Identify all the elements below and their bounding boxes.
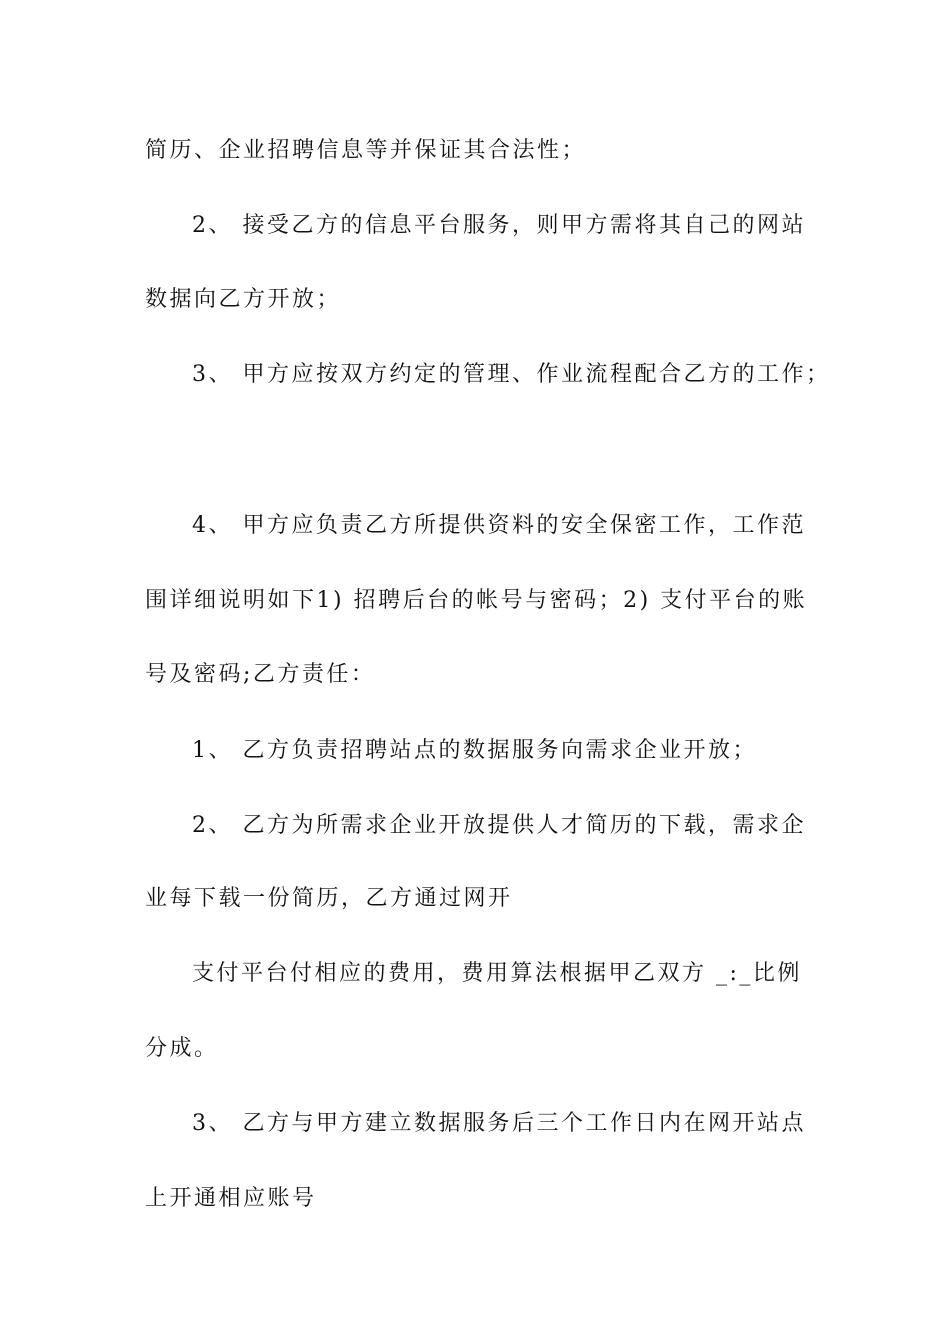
text-line-10: 业每下载一份简历，乙方通过网开	[145, 886, 513, 911]
text-line-12: 分成。	[145, 1036, 219, 1061]
text-line-5: 4、 甲方应负责乙方所提供资料的安全保密工作，工作范	[192, 513, 806, 538]
text-line-8: 1、 乙方负责招聘站点的数据服务向需求企业开放；	[192, 738, 757, 763]
text-line-6: 围详细说明如下1) 招聘后台的帐号与密码；2) 支付平台的账	[145, 588, 808, 613]
text-line-14: 上开通相应账号	[145, 1186, 317, 1211]
text-line-4: 3、 甲方应按双方约定的管理、作业流程配合乙方的工作；	[192, 362, 831, 387]
text-line-1: 简历、企业招聘信息等并保证其合法性；	[145, 138, 587, 163]
text-line-11: 支付平台付相应的费用，费用算法根据甲乙双方 _:_比例	[192, 961, 802, 986]
text-line-9: 2、 乙方为所需求企业开放提供人才简历的下载，需求企	[192, 813, 806, 838]
text-line-3: 数据向乙方开放；	[145, 287, 342, 312]
text-line-7: 号及密码;乙方责任：	[145, 662, 376, 687]
text-line-13: 3、 乙方与甲方建立数据服务后三个工作日内在网开站点	[192, 1111, 806, 1136]
text-line-2: 2、 接受乙方的信息平台服务，则甲方需将其自己的网站	[192, 213, 806, 238]
